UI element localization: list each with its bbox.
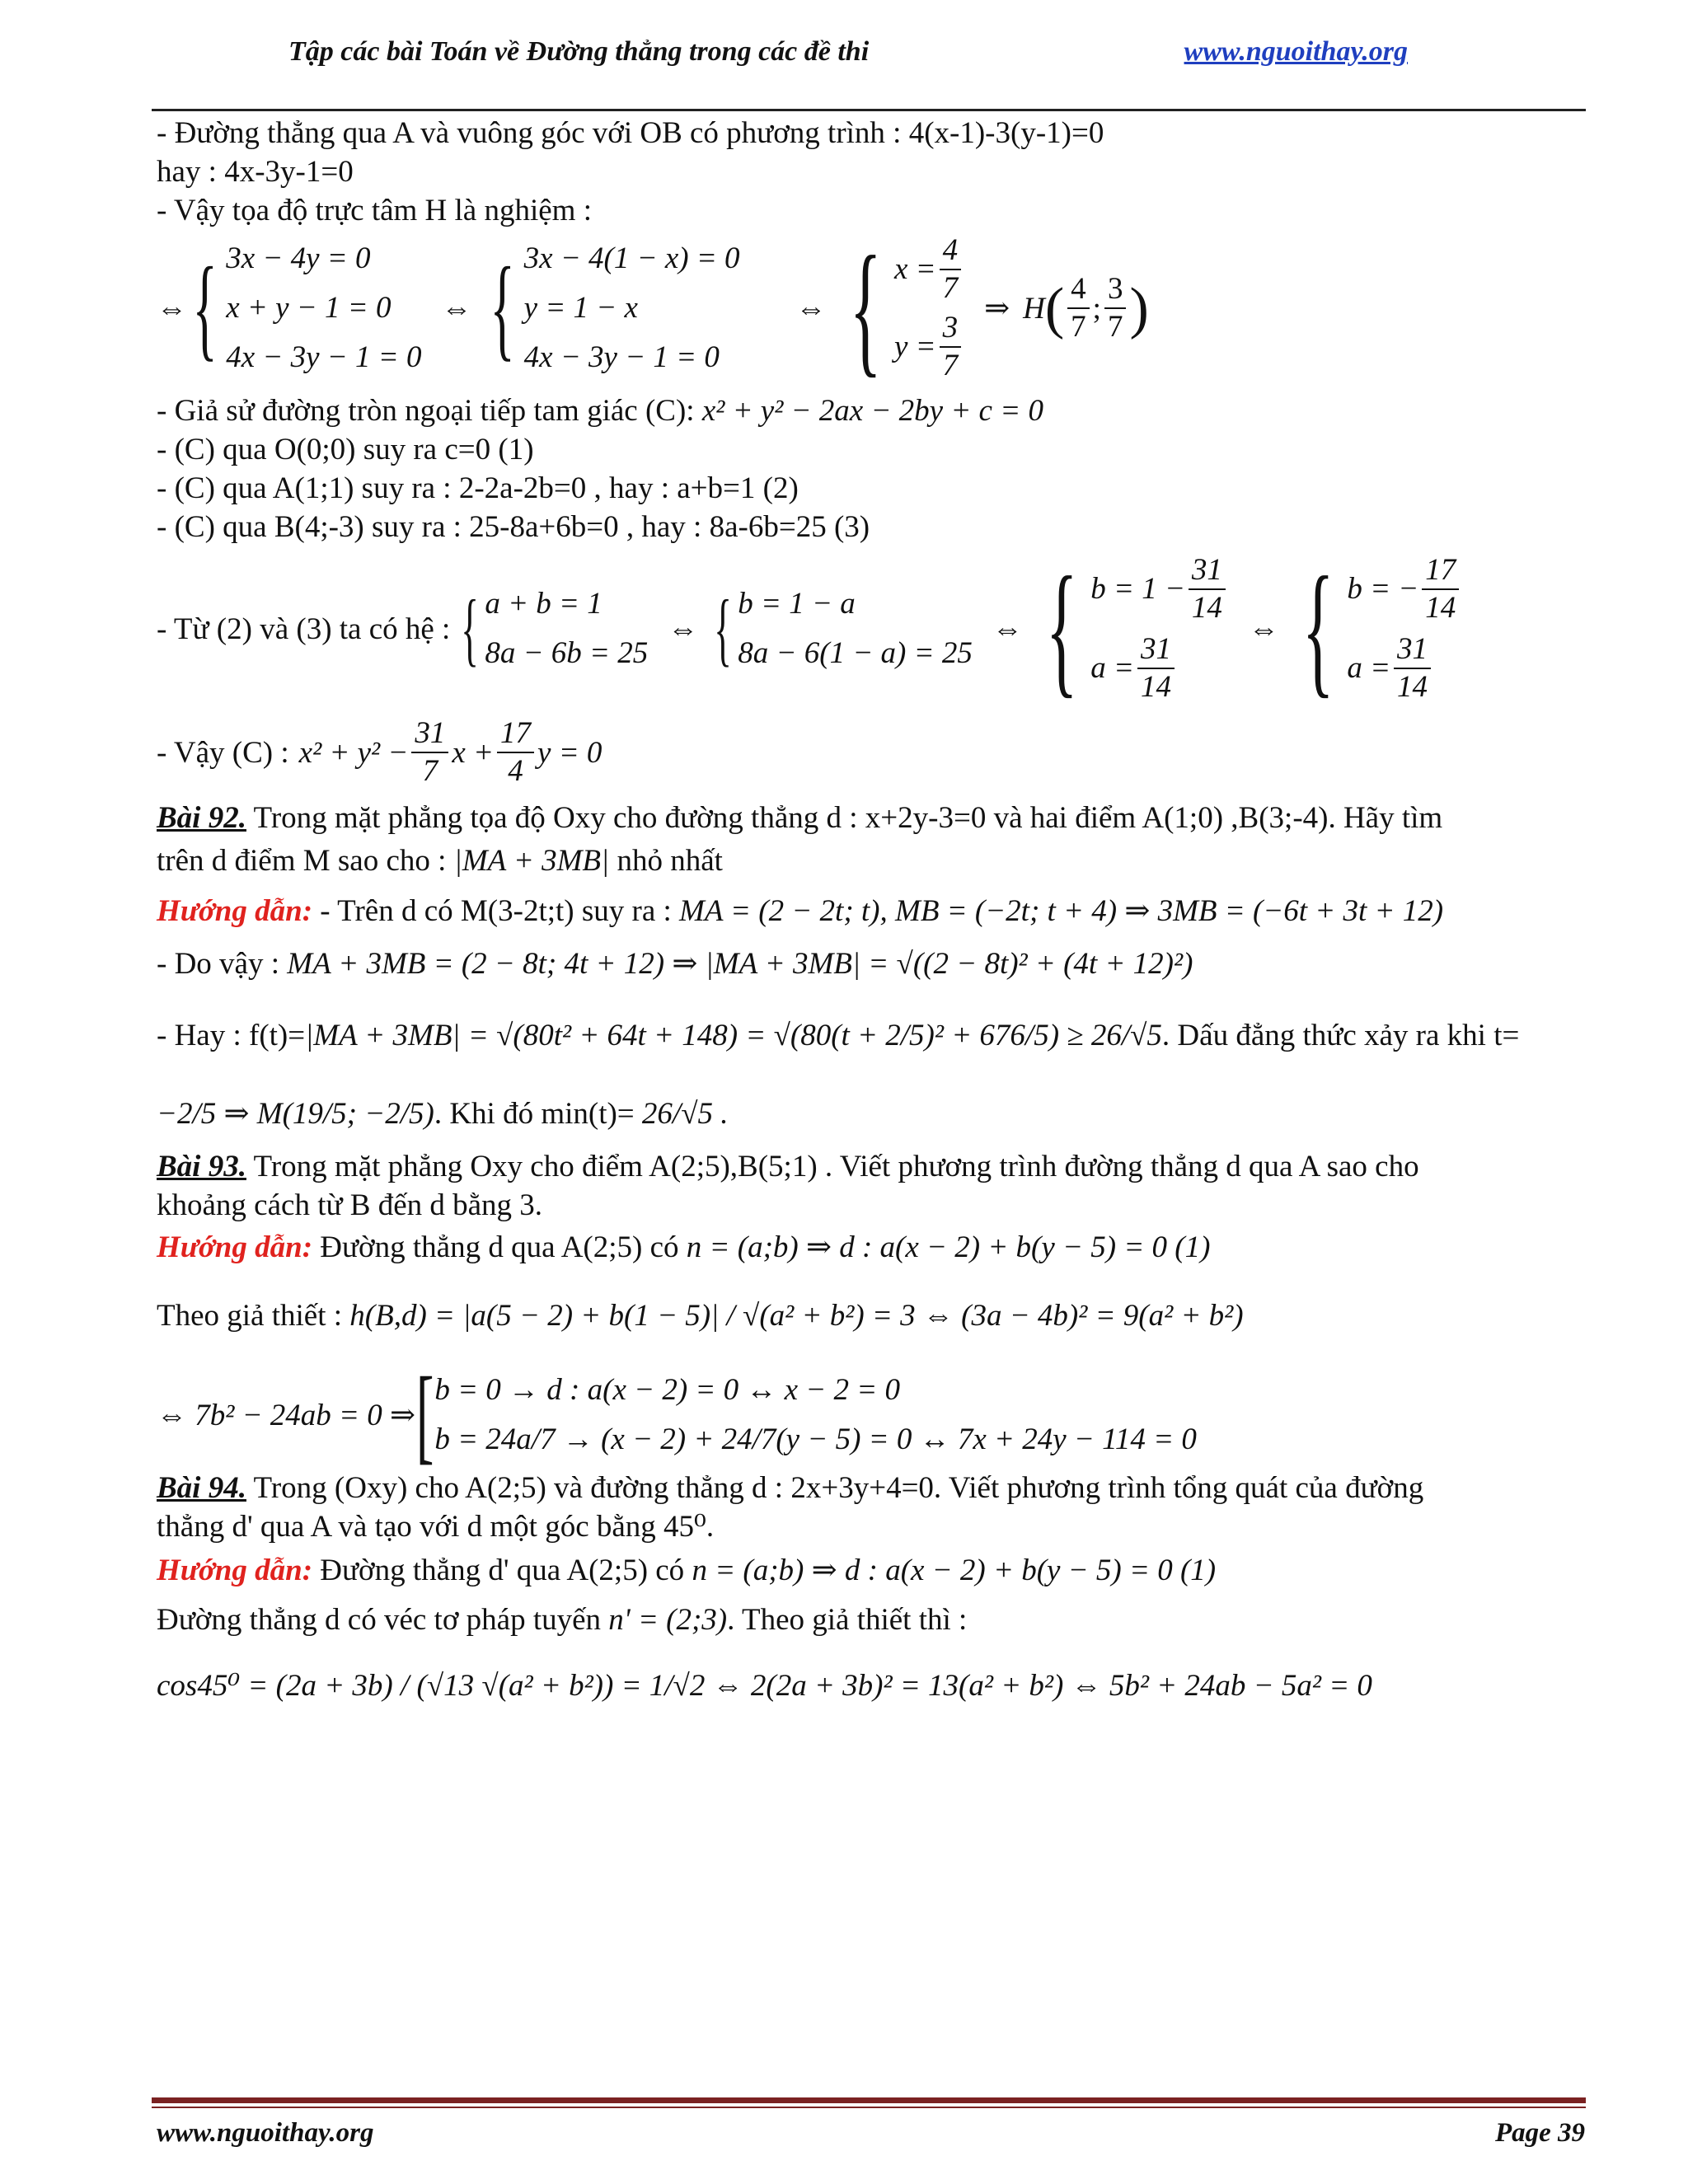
- equiv-symbol: ⇔: [157, 291, 187, 326]
- solution-line: cos45⁰ = (2a + 3b) / (√13 √(a² + b²)) = 1/√2 ⇔ 2(2a + 3b)² = 13(a² + b²) ⇔ 5b² + 24ab − 5a² = 0: [157, 1669, 1372, 1703]
- fraction-numerator: 3: [940, 310, 962, 348]
- problem-statement: Bài 92. Trong mặt phẳng tọa độ Oxy cho đường thẳng d : x+2y-3=0 và hai điểm A(1;0) ,B(3;-4). Hãy tìm: [157, 801, 1443, 835]
- case-split: ⇔ 7b² − 24ab = 0 ⇒ [ b = 0 → d : a(x − 2) = 0 ↔ x − 2 = 0 b = 24a/7 → (x − 2) + 24/7(y − 5) = 0 ↔ 7x + 24y − 114 = 0: [157, 1356, 1197, 1474]
- equation: y =: [893, 330, 936, 363]
- page-header: [157, 36, 1589, 77]
- system-ab-4: { b = − $\frac{17}{14}$ a = $\frac{31}{14}$: [1292, 552, 1462, 705]
- circle-equation: x² + y² − 2ax − 2by + c = 0: [701, 394, 1043, 428]
- text-line: - (C) qua O(0;0) suy ra c=0 (1): [157, 433, 534, 466]
- text-line: - Từ (2) và (3) ta có hệ :: [157, 612, 451, 646]
- problem-statement: trên d điểm M sao cho : |MA + 3MB| nhỏ nhất: [157, 844, 723, 878]
- brace: {: [1301, 546, 1334, 710]
- problem-statement: thẳng d' qua A và tạo với d một góc bằng 45⁰.: [157, 1510, 715, 1544]
- solution-line: Theo giả thiết : h(B,d) = |a(5 − 2) + b(1 − 5)| / √(a² + b²) = 3 ⇔ (3a − 4b)² = 9(a² + b²): [157, 1299, 1244, 1333]
- system-3: [840, 226, 965, 390]
- system-ab-1: { a + b = 1 8a − 6b = 25: [461, 583, 649, 674]
- equiv-symbol: ⇔: [992, 612, 1023, 646]
- header-title: Tập các bài Toán về Đường thẳng trong các đề thi: [288, 36, 870, 67]
- solution-line: Hướng dẫn: Đường thẳng d' qua A(2;5) có n = (a;b) ⇒ d : a(x − 2) + b(y − 5) = 0 (1): [157, 1554, 1217, 1587]
- equation: x + y − 1 = 0: [226, 291, 392, 325]
- solution-line: Hướng dẫn: Đường thẳng d qua A(2;5) có n = (a;b) ⇒ d : a(x − 2) + b(y − 5) = 0 (1): [157, 1230, 1211, 1264]
- circle-result: - Vậy (C) : x² + y² − $\frac{31}{7}$ x + $\frac{17}{4}$ y = 0: [157, 716, 603, 788]
- bracket: [: [415, 1356, 434, 1474]
- solution-line: Đường thẳng d có véc tơ pháp tuyến n' = (2;3). Theo giả thiết thì :: [157, 1603, 968, 1637]
- brace: {: [461, 583, 480, 674]
- equiv-symbol: ⇔: [795, 291, 827, 326]
- problem-title: Bài 93.: [157, 1150, 246, 1183]
- equiv-symbol: ⇔: [668, 612, 699, 646]
- fraction-denominator: 7: [942, 349, 959, 382]
- footer-link[interactable]: www.nguoithay.org: [157, 2118, 374, 2148]
- equation: x =: [893, 252, 936, 286]
- guide-label: Hướng dẫn:: [157, 1554, 313, 1587]
- brace: {: [1045, 546, 1078, 710]
- equation: y = 1 − x: [523, 291, 638, 325]
- footer-rule: [152, 2097, 1586, 2103]
- text-line: - (C) qua A(1;1) suy ra : 2-2a-2b=0 , hay : a+b=1 (2): [157, 471, 799, 505]
- guide-label: Hướng dẫn:: [157, 1230, 313, 1264]
- system-ab-2: { b = 1 − a 8a − 6(1 − a) = 25: [714, 583, 973, 674]
- implies-symbol: ⇒: [984, 291, 1010, 326]
- page-number: Page 39: [1494, 2118, 1585, 2148]
- text-line: - Vậy tọa độ trực tâm H là nghiệm :: [157, 194, 592, 227]
- brace: {: [714, 583, 733, 674]
- page-content: [157, 114, 1582, 1727]
- fraction-denominator: 7: [942, 271, 959, 305]
- problem-statement: Bài 94. Trong (Oxy) cho A(2;5) và đường thẳng d : 2x+3y+4=0. Viết phương trình tổng quát của đường: [157, 1471, 1424, 1505]
- orthocenter-system: ⇔ { 3x − 4y = 0 x + y − 1 = 0 4x − 3y − 1 = 0 ⇔ { 3x − 4(1 − x) = 0 y = 1 − x 4x − 3y − 1 = 0 ⇔ { x = $\frac{4}{7}$ y = $\frac{3}{7}$ ⇒ H ( $\frac{4}{7}$ ; $\frac{3}{7}$ ): [157, 226, 1149, 390]
- brace: {: [192, 244, 218, 372]
- system-2: [485, 234, 739, 382]
- solution-line: Hướng dẫn: - Trên d có M(3-2t;t) suy ra : MA = (2 − 2t; t), MB = (−2t; t + 4) ⇒ 3MB = (−6t + 3t + 12): [157, 894, 1444, 928]
- equation: 4x − 3y − 1 = 0: [226, 340, 422, 374]
- text-line: - Giả sử đường tròn ngoại tiếp tam giác (C): x² + y² − 2ax − 2by + c = 0: [157, 394, 1043, 428]
- problem-statement: Bài 93. Trong mặt phẳng Oxy cho điểm A(2;5),B(5;1) . Viết phương trình đường thẳng d qua A sao cho: [157, 1150, 1419, 1183]
- equiv-symbol: ⇔: [441, 291, 472, 326]
- solution-line: - Do vậy : MA + 3MB = (2 − 8t; 4t + 12) ⇒ |MA + 3MB| = √((2 − 8t)² + (4t + 12)²): [157, 947, 1193, 981]
- equation: 3x − 4y = 0: [226, 241, 371, 275]
- text-line: - Đường thẳng qua A và vuông góc với OB có phương trình : 4(x-1)-3(y-1)=0: [157, 116, 1104, 150]
- point-h: H: [1023, 291, 1045, 326]
- problem-94: [157, 1469, 1582, 1727]
- system-ab-3: { b = 1 − $\frac{31}{14}$ a = $\frac{31}{14}$: [1036, 552, 1229, 705]
- system-1: [187, 234, 421, 382]
- equation: 3x − 4(1 − x) = 0: [523, 241, 740, 275]
- text-line: - (C) qua B(4;-3) suy ra : 25-8a+6b=0 , hay : 8a-6b=25 (3): [157, 510, 870, 544]
- ab-system: [157, 546, 1582, 711]
- text-line: hay : 4x-3y-1=0: [157, 155, 354, 189]
- equation: 4x − 3y − 1 = 0: [523, 340, 720, 374]
- guide-label: Hướng dẫn:: [157, 894, 313, 928]
- problem-title: Bài 92.: [157, 801, 246, 835]
- fraction-numerator: 4: [1067, 271, 1090, 309]
- fraction-numerator: 3: [1104, 271, 1127, 309]
- fraction-denominator: 7: [1071, 310, 1086, 344]
- problem-statement: khoảng cách từ B đến d bằng 3.: [157, 1188, 543, 1222]
- brace: {: [849, 226, 882, 390]
- solution-line: - Hay : f(t)=|MA + 3MB| = √(80t² + 64t + 148) = √(80(t + 2/5)² + 676/5) ≥ 26/√5. Dấu đẳng thức xảy ra khi t=: [157, 1019, 1520, 1052]
- problem-title: Bài 94.: [157, 1471, 246, 1505]
- fraction-denominator: 7: [1107, 310, 1123, 344]
- problem-93: [157, 1147, 1582, 1474]
- equiv-symbol: ⇔: [1248, 612, 1279, 646]
- header-link[interactable]: www.nguoithay.org: [1184, 36, 1408, 67]
- brace: {: [490, 244, 516, 372]
- solution-line: −2/5 ⇒ M(19/5; −2/5). Khi đó min(t)= 26/√5 .: [157, 1097, 729, 1131]
- fraction-numerator: 4: [940, 232, 962, 270]
- header-rule: [152, 109, 1586, 111]
- footer-rule: [152, 2107, 1586, 2108]
- problem-92: [157, 799, 1582, 1147]
